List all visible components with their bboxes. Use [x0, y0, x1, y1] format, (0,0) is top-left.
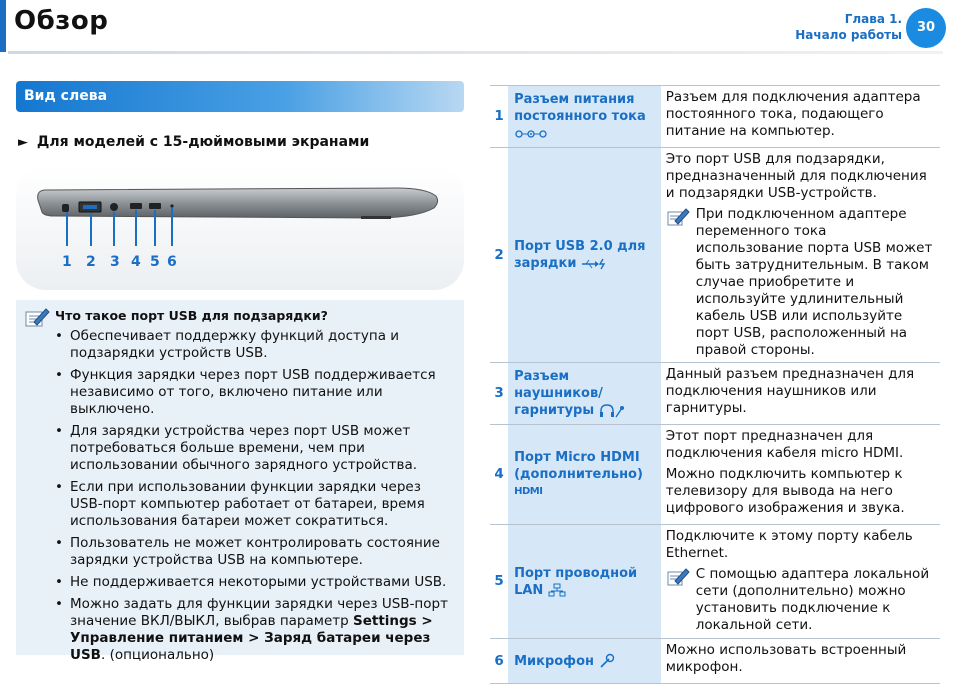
port-name-text: Разъем питания постоянного тока — [514, 92, 646, 124]
note-pencil-icon — [24, 306, 50, 330]
port-description — [661, 148, 940, 363]
port-name — [508, 425, 661, 525]
microphone-icon — [599, 653, 615, 669]
note-list — [42, 328, 457, 669]
chapter-number: Глава 1. — [844, 12, 902, 26]
table-row — [490, 86, 940, 148]
port-name-text: Порт USB 2.0 для зарядки — [514, 239, 646, 271]
port-name — [508, 363, 661, 425]
port-number: 3 — [490, 363, 508, 425]
port-subnote — [666, 206, 935, 359]
port-number: 2 — [490, 148, 508, 363]
laptop-left-side-illustration — [16, 166, 464, 290]
port-number: 6 — [490, 639, 508, 684]
port-name-text: Порт Micro HDMI (дополнительно) — [514, 450, 643, 482]
port-number-label: 1 — [62, 254, 72, 270]
chapter-label — [795, 11, 902, 43]
port-number-label: 4 — [131, 254, 141, 270]
subnote-text: При подключенном адаптере переменного тока использование порта USB может быть затруднительным. В таком случае приобретите и используйте удлинительный кабель USB или используйте порт USB, расположенный на правой стороны. — [695, 206, 933, 358]
list-item-text: . (опционально) — [100, 647, 215, 663]
subnote-text: С помощью адаптера локальной сети (дополнительно) можно установить подключение к локальной сети. — [695, 566, 930, 633]
port-number: 4 — [490, 425, 508, 525]
description-text: Можно подключить компьютер к телевизору для вывода на него цифрового изображения и звука. — [665, 466, 905, 516]
hdmi-icon: HDMI — [514, 486, 543, 497]
list-item: • Для зарядки устройства через порт USB может потребоваться больше времени, чем при использовании обычного зарядного устройства. — [42, 423, 457, 474]
dc-power-icon — [514, 129, 548, 139]
usb-charge-icon — [581, 258, 609, 270]
section-header — [16, 81, 464, 112]
port-name-text: Разъем наушников/ гарнитуры — [514, 369, 603, 418]
table-row — [490, 363, 940, 425]
section-title: Вид слева — [24, 88, 108, 104]
description-text: Подключите к этому порту кабель Ethernet. — [665, 528, 913, 561]
note-pencil-icon — [666, 566, 690, 588]
list-item-text: Можно задать для функции зарядки через USB-порт значение ВКЛ/ВЫКЛ, выбрав параметр — [70, 596, 448, 629]
port-description — [661, 363, 940, 425]
table-row — [490, 148, 940, 363]
description-text: Этот порт предназначен для подключения кабеля micro HDMI. — [665, 428, 904, 461]
note-pencil-icon — [666, 206, 690, 228]
settings-path: Settings > Управление питанием > Заряд батареи через USB — [70, 613, 433, 663]
lan-icon — [548, 583, 566, 597]
list-item: • Функция зарядки через порт USB поддерживается независимо от того, включено питание или выключено. — [42, 367, 457, 418]
title-underline — [8, 51, 943, 54]
port-name-text: Порт проводной LAN — [514, 565, 638, 598]
port-description — [661, 525, 940, 639]
port-subnote — [666, 566, 935, 634]
port-number: 1 — [490, 86, 508, 148]
list-item: • Обеспечивает поддержку функций доступа и подзарядки устройств USB. — [42, 328, 457, 362]
description-text: Данный разъем предназначен для подключения наушников или гарнитуры. — [665, 366, 915, 416]
port-number-label: 6 — [167, 254, 177, 270]
port-description — [661, 86, 940, 148]
note-title: Что такое порт USB для подзарядки? — [55, 308, 328, 323]
description-text: Разъем для подключения адаптера постоянного тока, подающего питание на компьютер. — [665, 89, 921, 139]
port-number: 5 — [490, 525, 508, 639]
page-number-badge: 30 — [906, 8, 946, 48]
port-name — [508, 148, 661, 363]
description-text: Это порт USB для подзарядки, предназначенный для подключения и подзарядки USB-устройств. — [665, 151, 927, 201]
port-number-label: 3 — [110, 254, 120, 270]
laptop-side-drawing — [16, 166, 464, 290]
page-title: Обзор — [14, 6, 109, 36]
models-heading — [18, 134, 369, 150]
port-name — [508, 525, 661, 639]
description-text: Можно использовать встроенный микрофон. — [665, 642, 907, 675]
list-item: • Если при использовании функции зарядки через USB-порт компьютер работает от батареи, время использования батареи может сократиться. — [42, 479, 457, 530]
chapter-title: Начало работы — [795, 28, 902, 42]
port-description — [661, 425, 940, 525]
list-item: • Пользователь не может контролировать состояние зарядки устройства USB на компьютере. — [42, 535, 457, 569]
ports-table — [490, 85, 940, 684]
table-row — [490, 525, 940, 639]
models-label: Для моделей с 15-дюймовыми экранами — [36, 134, 370, 150]
port-name-text: Микрофон — [514, 653, 594, 669]
port-name — [508, 86, 661, 148]
port-number-label: 2 — [86, 254, 96, 270]
port-number-label: 5 — [150, 254, 160, 270]
list-item: • Не поддерживается некоторыми устройствами USB. — [42, 574, 457, 591]
arrow-right-icon: ► — [18, 135, 28, 150]
list-item — [42, 596, 457, 664]
headset-icon — [599, 404, 625, 418]
table-row — [490, 425, 940, 525]
header-accent-bar — [0, 0, 6, 52]
